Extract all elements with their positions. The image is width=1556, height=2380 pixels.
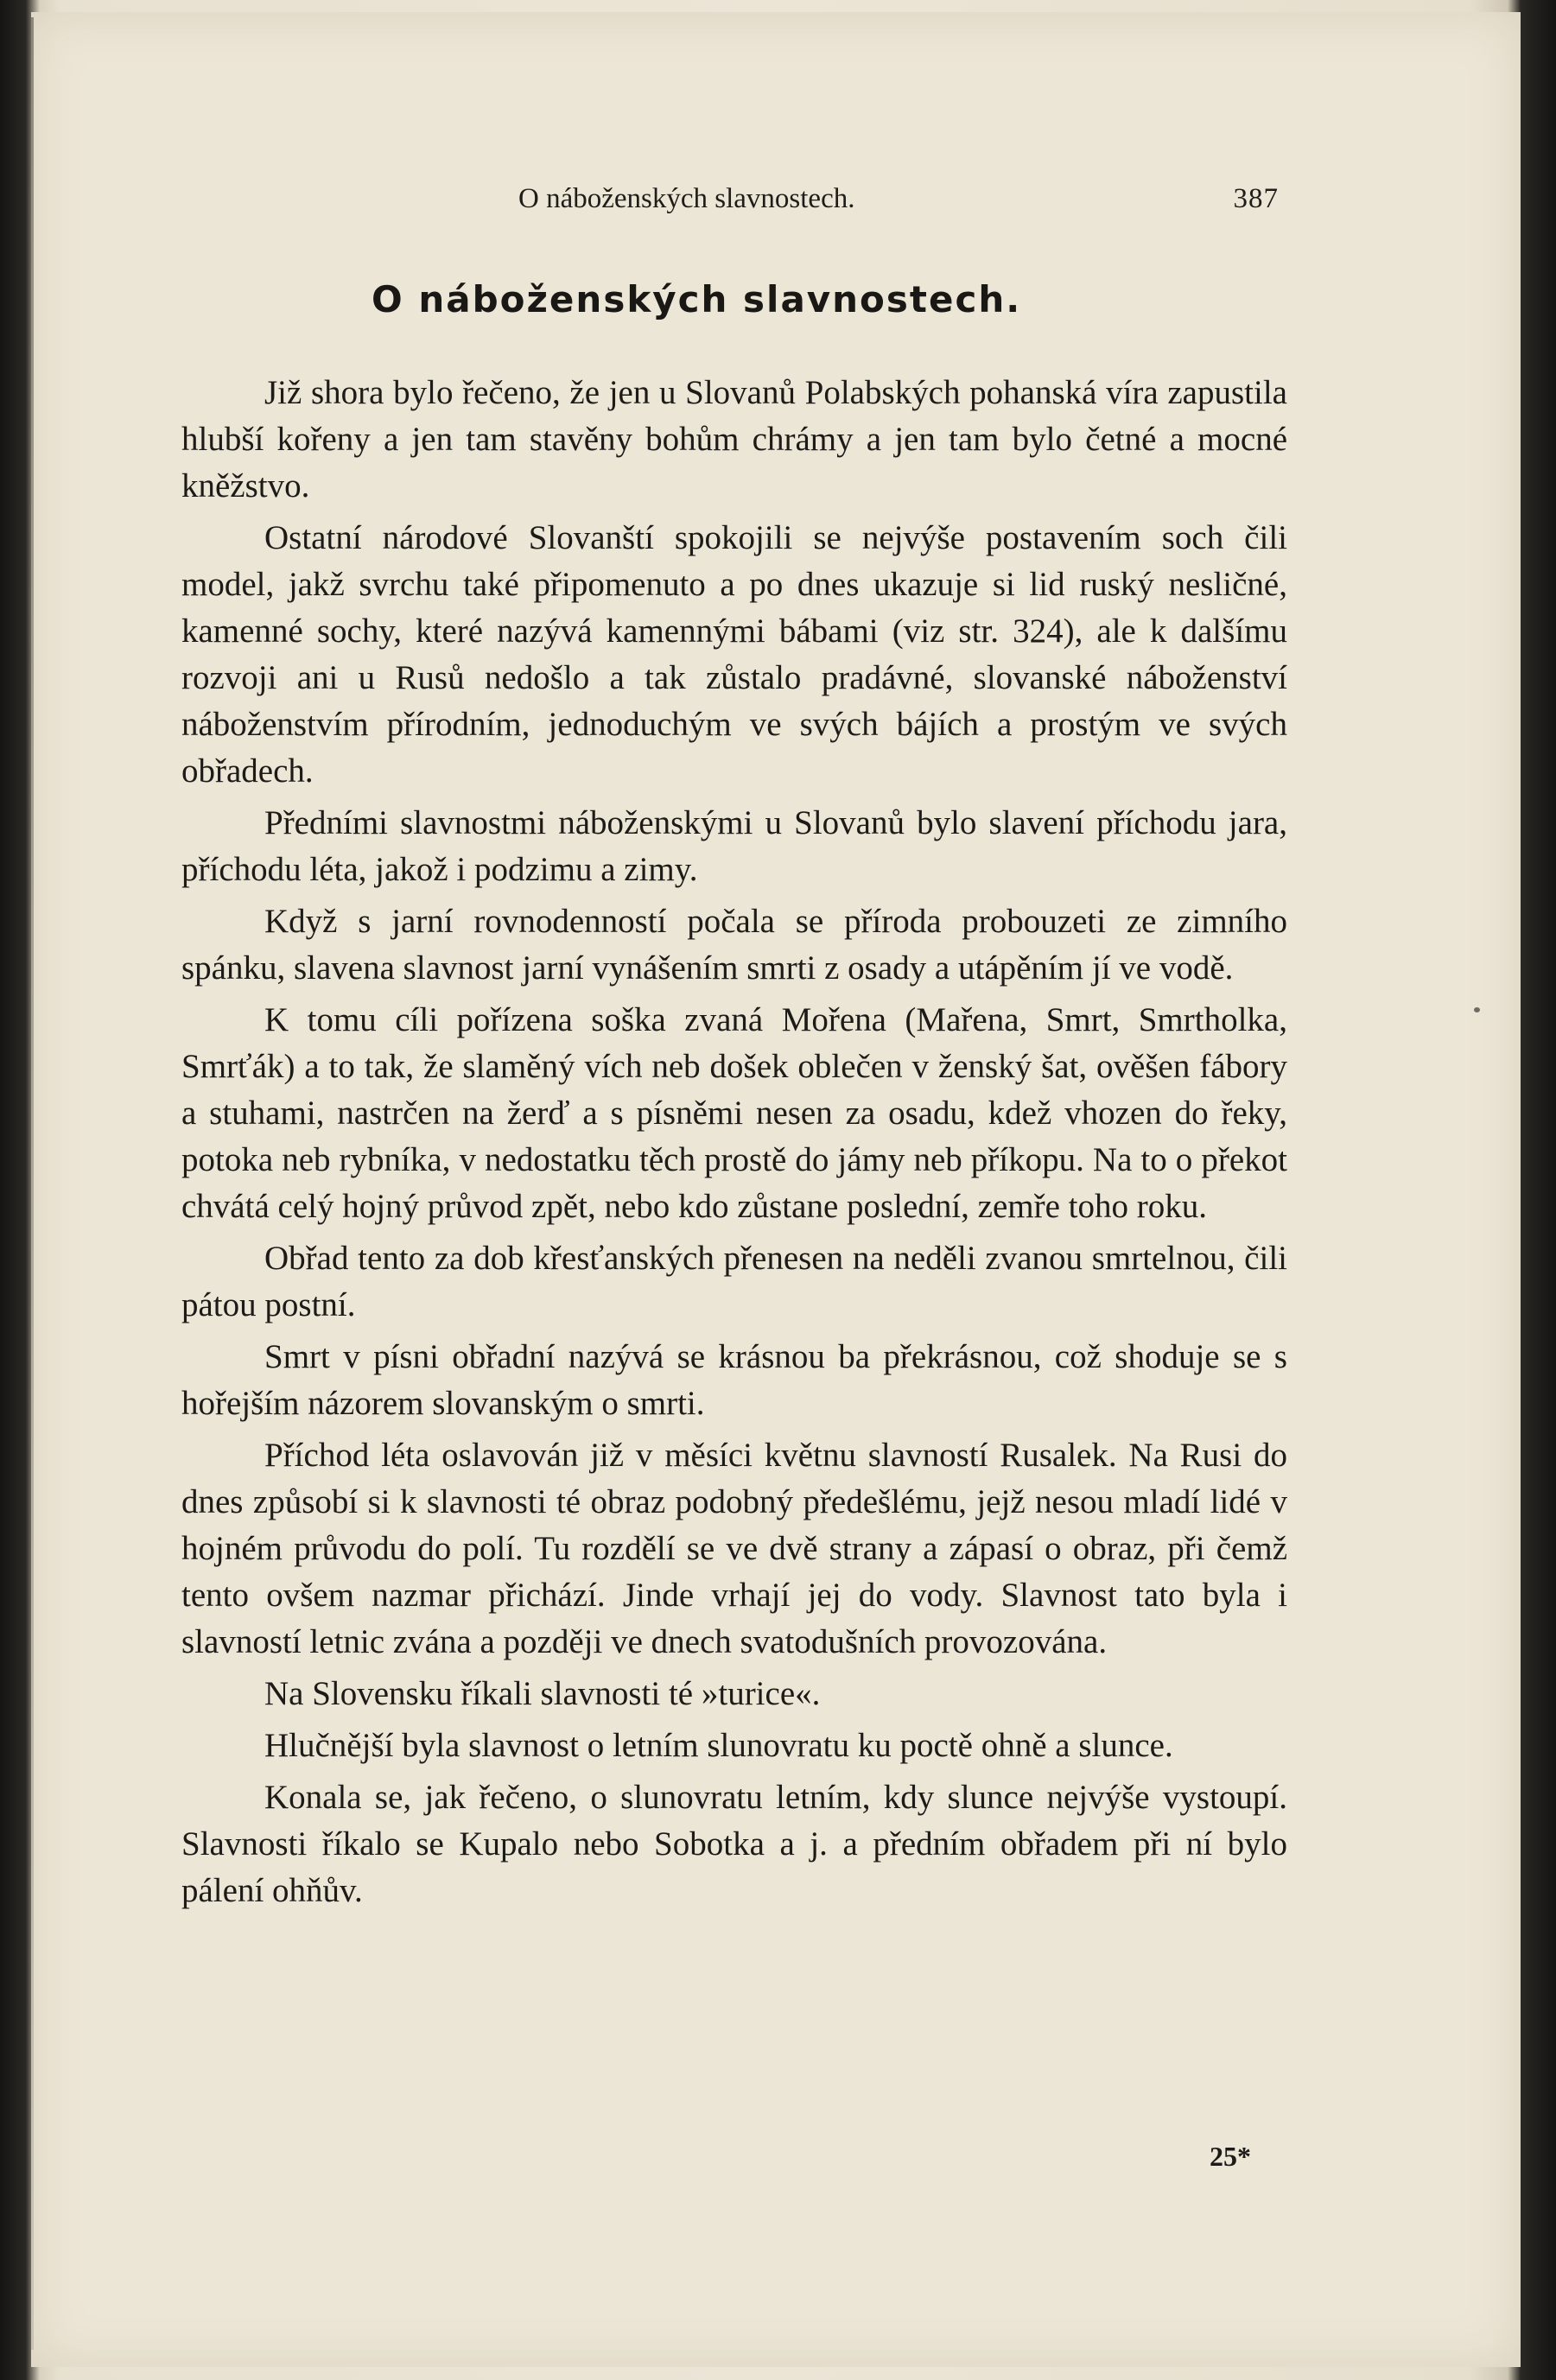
paragraph: Smrt v písni obřadní nazývá se krásnou ba překrásnou, což shoduje se s hořejším názorem slovanským o smrti. [181, 1338, 1287, 1422]
paragraph: Předními slavnostmi náboženskými u Slovanů bylo slavení příchodu jara, příchodu léta, jakož i podzimu a zimy. [181, 804, 1287, 888]
paragraph: K tomu cíli pořízena soška zvaná Mořena (Mařena, Smrt, Smrtholka, Smrťák) a to tak, že slaměný vích neb došek oblečen v ženský šat, ověšen fábory a stuhami, nastrčen na žerď a s písněmi nesen za osadu, kdež vhozen do řeky, potoka neb rybníka, v nedostatku těch prostě do jámy neb příkopu. Na to o překot chvátá celý hojný průvod zpět, nebo kdo zůstane poslední, zemře toho roku. [181, 1001, 1287, 1225]
running-header [518, 183, 1279, 218]
paragraph: Ostatní národové Slovanští spokojili se nejvýše postavením soch čili model, jakž svrchu také připomenuto a po dnes ukazuje si lid ruský nesličné, kamenné sochy, které nazývá kamennými bábami (viz str. 324), ale k dalšímu rozvoji ani u Rusů nedošlo a tak zůstalo pradávné, slovanské náboženství náboženstvím přírodním, jednoduchým ve svých bájích a prostým ve svých obřadech. [181, 519, 1287, 790]
chapter-title: O náboženských slavnostech. [372, 278, 1022, 321]
printer-signature-mark: 25* [1210, 2141, 1251, 2172]
paragraph: Když s jarní rovnodenností počala se příroda probouzeti ze zimního spánku, slavena slavnost jarní vynášením smrti z osady a utápěním jí ve vodě. [181, 903, 1287, 987]
paragraph: Již shora bylo řečeno, že jen u Slovanů Polabských pohanská víra zapustila hlubší kořeny a jen tam stavěny bohům chrámy a jen tam bylo četné a mocné kněžstvo. [181, 374, 1287, 505]
paragraph: Příchod léta oslavován již v měsíci květnu slavností Rusalek. Na Rusi do dnes způsobí si k slavnosti té obraz podobný předešlému, jejž nesou mladí lidé v hojném průvodu do polí. Tu rozdělí se ve dvě strany a zápasí o obraz, při čemž tento ovšem nazmar přichází. Jinde vrhají jej do vody. Slavnost tato byla i slavností letnic zvána a později ve dnech svatodušních provozována. [181, 1437, 1287, 1660]
paragraph: Konala se, jak řečeno, o slunovratu letním, kdy slunce nejvýše vystoupí. Slavnosti říkalo se Kupalo nebo Sobotka a j. a předním obřadem při ní bylo pálení ohňův. [181, 1779, 1287, 1909]
running-title: O náboženských slavnostech. [518, 183, 855, 214]
paragraph: Obřad tento za dob křesťanských přenesen na neděli zvanou smrtelnou, čili pátou postní. [181, 1240, 1287, 1323]
page-number: 387 [1233, 183, 1279, 214]
ink-speck [1474, 1007, 1480, 1012]
paragraph: Hlučnější byla slavnost o letním slunovratu ku poctě ohně a slunce. [264, 1727, 1173, 1764]
binding-edge [31, 17, 34, 2350]
body-text [181, 370, 1287, 1920]
paragraph: Na Slovensku říkali slavnosti té »turice«. [264, 1675, 821, 1712]
